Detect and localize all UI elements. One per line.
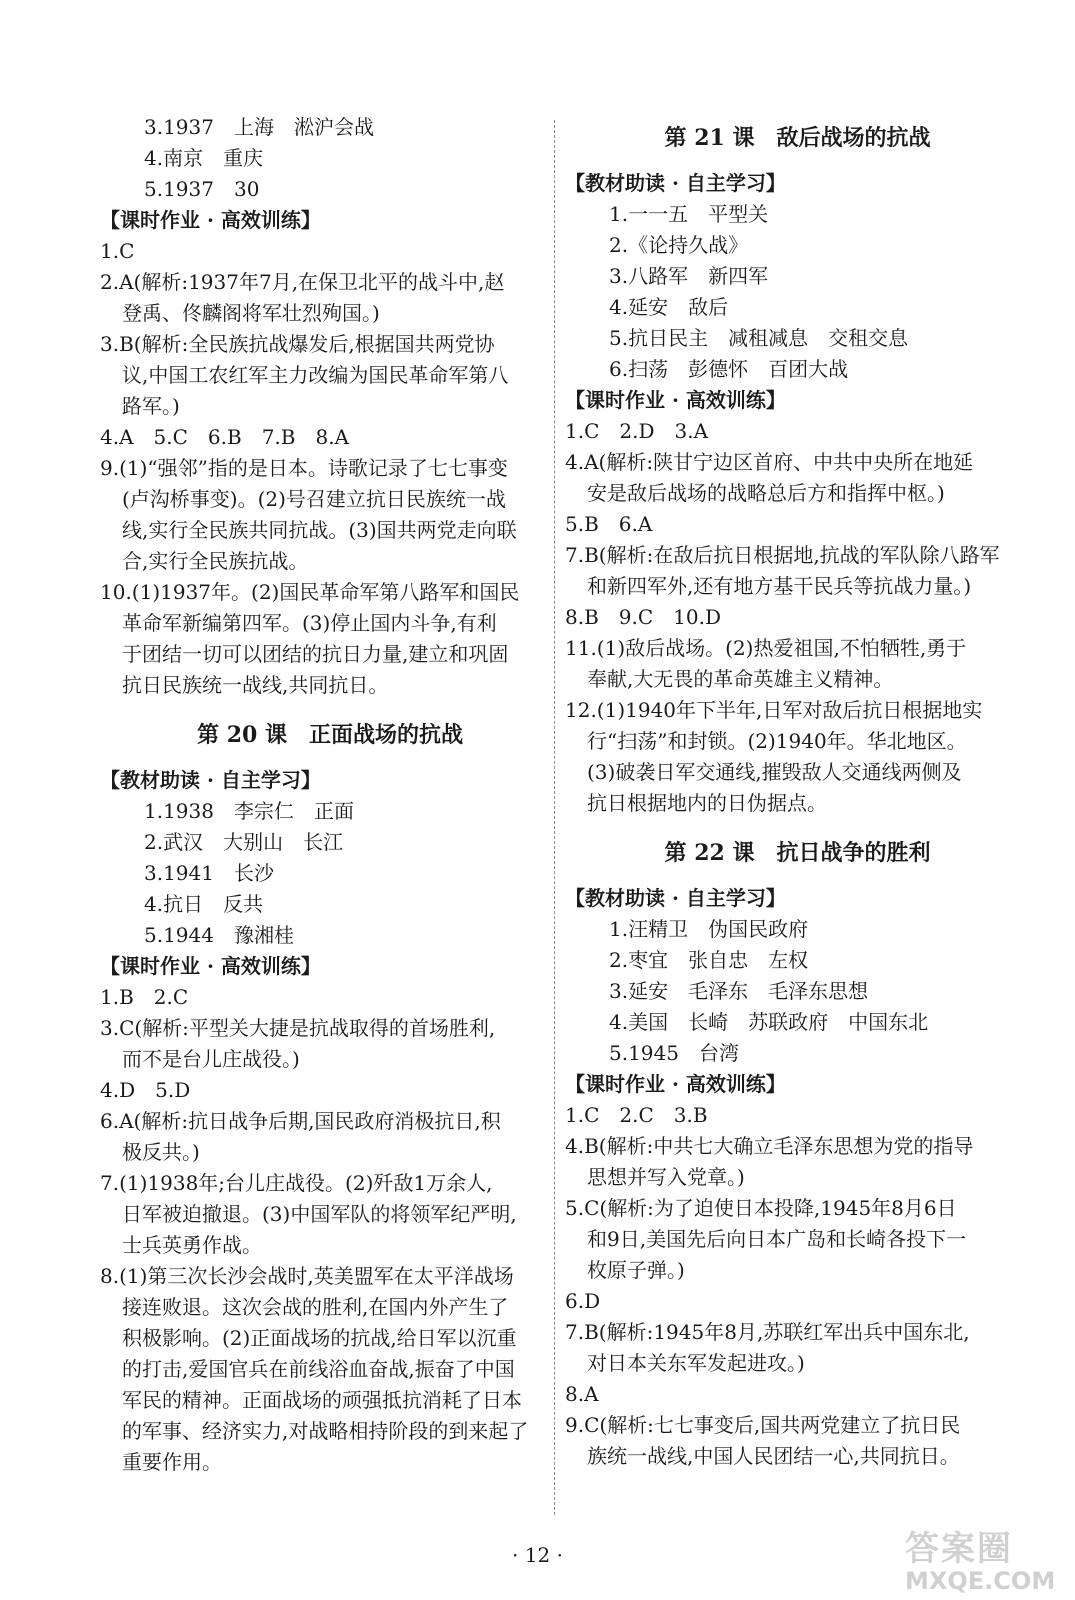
- section-heading: 【教材助读 · 自主学习】: [565, 886, 786, 910]
- answer-line: 1.B 2.C: [100, 985, 189, 1009]
- answer-line: 4.B(解析:中共七大确立毛泽东思想为党的指导: [565, 1134, 974, 1158]
- watermark-line1: 答案圈: [905, 1529, 1013, 1569]
- answer-line: 10.(1)1937年。(2)国民革命军第八路军和国民: [100, 580, 520, 604]
- answer-line: 和9日,美国先后向日本广岛和长崎各投下一: [587, 1227, 967, 1251]
- answer-line: 而不是台儿庄战役。): [122, 1047, 300, 1071]
- answer-line: (3)破袭日军交通线,摧毁敌人交通线两侧及: [587, 760, 962, 784]
- answer-line: 7.B(解析:1945年8月,苏联红军出兵中国东北,: [565, 1320, 970, 1344]
- answer-line: 3.延安 毛泽东 毛泽东思想: [609, 979, 869, 1003]
- answer-line: 4.南京 重庆: [144, 146, 264, 170]
- answer-line: 极反共。): [122, 1140, 200, 1164]
- page-number: · 12 ·: [512, 1543, 563, 1567]
- section-heading: 【课时作业 · 高效训练】: [565, 1072, 786, 1096]
- answer-line: 行“扫荡”和封锁。(2)1940年。华北地区。: [587, 729, 967, 753]
- answer-line: 5.1944 豫湘桂: [144, 923, 294, 947]
- section-heading: 【课时作业 · 高效训练】: [100, 954, 321, 978]
- answer-line: 抗日根据地内的日伪据点。: [587, 791, 827, 815]
- answer-line: 1.1938 李宗仁 正面: [144, 799, 354, 823]
- answer-line: 6.A(解析:抗日战争后期,国民政府消极抗日,积: [100, 1109, 501, 1133]
- section-heading: 【课时作业 · 高效训练】: [100, 208, 321, 232]
- answer-line: 3.1941 长沙: [144, 861, 274, 885]
- lesson-title: 第 22 课 抗日战争的胜利: [664, 840, 931, 866]
- answer-line: 1.一一五 平型关: [609, 202, 769, 226]
- column-divider: [554, 120, 555, 1515]
- answer-line: 4.延安 敌后: [609, 295, 729, 319]
- answer-line: 12.(1)1940年下半年,日军对敌后抗日根据地实: [565, 698, 983, 722]
- answer-line: 线,实行全民族共同抗战。(3)国共两党走向联: [122, 518, 517, 542]
- answer-line: 4.美国 长崎 苏联政府 中国东北: [609, 1010, 929, 1034]
- answer-line: 日军被迫撤退。(3)中国军队的将领军纪严明,: [122, 1202, 517, 1226]
- answer-line: 8.(1)第三次长沙会战时,英美盟军在太平洋战场: [100, 1264, 514, 1288]
- answer-line: 1.汪精卫 伪国民政府: [609, 917, 809, 941]
- answer-line: 5.C(解析:为了迫使日本投降,1945年8月6日: [565, 1196, 957, 1220]
- answer-line: 士兵英勇作战。: [122, 1233, 262, 1257]
- answer-line: 奉献,大无畏的革命英雄主义精神。: [587, 667, 894, 691]
- answer-line: 6.扫荡 彭德怀 百团大战: [609, 357, 849, 381]
- right-column: [565, 112, 1030, 1472]
- answer-line: 3.八路军 新四军: [609, 264, 769, 288]
- answer-line: 革命军新编第四军。(3)停止国内斗争,有利: [122, 611, 497, 635]
- answer-line: 8.B 9.C 10.D: [565, 605, 722, 629]
- answer-line: 接连败退。这次会战的胜利,在国内外产生了: [122, 1295, 509, 1319]
- answer-line: 5.抗日民主 减租减息 交租交息: [609, 326, 909, 350]
- section-heading: 【课时作业 · 高效训练】: [565, 388, 786, 412]
- answer-line: 重要作用。: [122, 1450, 222, 1474]
- answer-line: 和新四军外,还有地方基干民兵等抗战力量。): [587, 574, 972, 598]
- answer-line: 6.D: [565, 1289, 601, 1313]
- answer-line: 2.A(解析:1937年7月,在保卫北平的战斗中,赵: [100, 270, 505, 294]
- answer-line: 军民的精神。正面战场的顽强抵抗消耗了日本: [122, 1388, 522, 1412]
- answer-line: 4.D 5.D: [100, 1078, 191, 1102]
- answer-line: 2.《论持久战》: [609, 233, 749, 257]
- answer-line: 于团结一切可以团结的抗日力量,建立和巩固: [122, 642, 509, 666]
- answer-line: (卢沟桥事变)。(2)号召建立抗日民族统一战: [122, 487, 506, 511]
- answer-line: 11.(1)敌后战场。(2)热爱祖国,不怕牺牲,勇于: [565, 636, 967, 660]
- answer-line: 对日本关东军发起进攻。): [587, 1351, 805, 1375]
- answer-line: 4.抗日 反共: [144, 892, 264, 916]
- left-column: [100, 112, 560, 1478]
- answer-line: 路军。): [122, 394, 180, 418]
- answer-line: 2.武汉 大别山 长江: [144, 830, 344, 854]
- section-heading: 【教材助读 · 自主学习】: [100, 768, 321, 792]
- answer-line: 2.枣宜 张自忠 左权: [609, 948, 809, 972]
- answer-line: 8.A: [565, 1382, 599, 1406]
- answer-line: 7.B(解析:在敌后抗日根据地,抗战的军队除八路军: [565, 543, 1000, 567]
- answer-line: 3.C(解析:平型关大捷是抗战取得的首场胜利,: [100, 1016, 496, 1040]
- answer-line: 4.A 5.C 6.B 7.B 8.A: [100, 425, 349, 449]
- answer-line: 抗日民族统一战线,共同抗日。: [122, 673, 389, 697]
- watermark-line2: MXQE.COM: [905, 1567, 1056, 1595]
- answer-line: 议,中国工农红军主力改编为国民革命军第八: [122, 363, 509, 387]
- answer-line: 合,实行全民族抗战。: [122, 549, 309, 573]
- answer-line: 安是敌后战场的战略总后方和指挥中枢。): [587, 481, 945, 505]
- answer-line: 1.C 2.D 3.A: [565, 419, 709, 443]
- answer-line: 5.B 6.A: [565, 512, 653, 536]
- answer-line: 的军事、经济实力,对战略相持阶段的到来起了: [122, 1419, 529, 1443]
- answer-line: 思想并写入党章。): [587, 1165, 745, 1189]
- answer-line: 5.1945 台湾: [609, 1041, 739, 1065]
- answer-line: 枚原子弹。): [587, 1258, 685, 1282]
- section-heading: 【教材助读 · 自主学习】: [565, 171, 786, 195]
- answer-line: 3.B(解析:全民族抗战爆发后,根据国共两党协: [100, 332, 495, 356]
- answer-line: 1.C 2.C 3.B: [565, 1103, 708, 1127]
- lesson-title: 第 20 课 正面战场的抗战: [197, 722, 463, 748]
- answer-line: 5.1937 30: [144, 177, 260, 201]
- answer-line: 登禹、佟麟阁将军壮烈殉国。): [122, 301, 380, 325]
- answer-line: 9.(1)“强邻”指的是日本。诗歌记录了七七事变: [100, 456, 508, 480]
- answer-line: 7.(1)1938年;台儿庄战役。(2)歼敌1万余人,: [100, 1171, 493, 1195]
- answer-line: 1.C: [100, 239, 135, 263]
- answer-line: 积极影响。(2)正面战场的抗战,给日军以沉重: [122, 1326, 517, 1350]
- answer-line: 4.A(解析:陕甘宁边区首府、中共中央所在地延: [565, 450, 974, 474]
- watermark-logo: [905, 1530, 1065, 1598]
- answer-line: 3.1937 上海 淞沪会战: [144, 115, 374, 139]
- lesson-title: 第 21 课 敌后战场的抗战: [664, 125, 931, 151]
- answer-line: 族统一战线,中国人民团结一心,共同抗日。: [587, 1444, 960, 1468]
- answer-line: 的打击,爱国官兵在前线浴血奋战,振奋了中国: [122, 1357, 515, 1381]
- answer-line: 9.C(解析:七七事变后,国共两党建立了抗日民: [565, 1413, 961, 1437]
